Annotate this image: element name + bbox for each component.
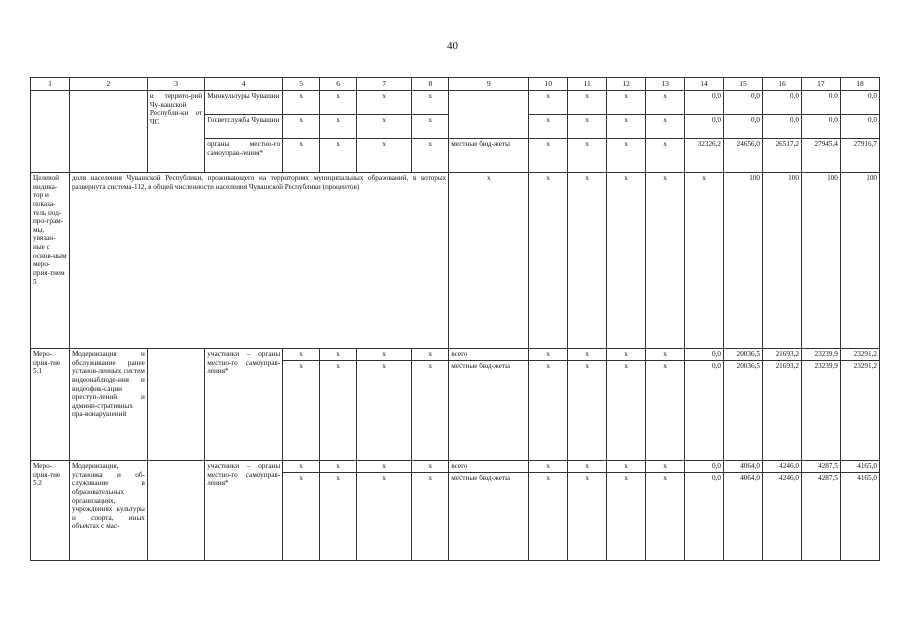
mark-cell: x (646, 115, 685, 139)
measure-label: Меро-прия-тие 5.2 (31, 461, 70, 561)
header-cell: 14 (685, 78, 724, 91)
source-cell: местные бюд-жеты (449, 139, 529, 173)
mark-cell: x (607, 461, 646, 473)
page-number: 40 (447, 40, 458, 52)
value-cell: 21693,2 (762, 349, 801, 361)
value-cell: 23239,9 (801, 349, 840, 361)
header-cell: 6 (320, 78, 357, 91)
value-cell: 27945,4 (801, 139, 840, 173)
header-cell: 5 (283, 78, 320, 91)
source-cell (449, 91, 529, 139)
mark-cell: x (412, 461, 449, 473)
value-cell: 27916,7 (840, 139, 879, 173)
source-cell: местные бюд-жеты (449, 361, 529, 461)
mark-cell: x (357, 91, 412, 115)
empty-cell (147, 349, 204, 461)
value-cell: 20036,5 (724, 349, 763, 361)
value-cell: 4064,0 (724, 461, 763, 473)
mark-cell: x (529, 91, 568, 115)
mark-cell: x (412, 139, 449, 173)
value-cell: 0,0 (685, 349, 724, 361)
value-cell: 0,0 (724, 115, 763, 139)
mark-cell: x (529, 139, 568, 173)
mark-cell: x (283, 461, 320, 473)
header-cell: 10 (529, 78, 568, 91)
value-cell: 4287,5 (801, 461, 840, 473)
mark-cell: x (568, 91, 607, 115)
mark-cell: x (412, 91, 449, 115)
mark-cell: x (646, 361, 685, 461)
value-cell: 100 (801, 173, 840, 349)
indicator-text: доля населения Чувашской Республики, проживающего на территориях муниципальных образований, в которых развернута система-112, в общей численности населения Чувашской Республики (процентов) (69, 173, 448, 349)
mark-cell: x (283, 361, 320, 461)
mark-cell: x (529, 461, 568, 473)
mark-cell: x (646, 139, 685, 173)
value-cell: 0,0 (762, 91, 801, 115)
value-cell: 26517,2 (762, 139, 801, 173)
mark-cell: x (568, 139, 607, 173)
header-cell: 15 (724, 78, 763, 91)
header-cell: 4 (205, 78, 283, 91)
mark-cell: x (412, 115, 449, 139)
mark-cell: x (568, 173, 607, 349)
mark-cell: x (320, 139, 357, 173)
value-cell: 100 (762, 173, 801, 349)
header-cell: 1 (31, 78, 70, 91)
value-cell: 32326,2 (685, 139, 724, 173)
mark-cell: x (320, 115, 357, 139)
header-cell: 9 (449, 78, 529, 91)
mark-cell: x (283, 91, 320, 115)
value-cell: 4165,0 (840, 473, 879, 561)
value-cell: 100 (724, 173, 763, 349)
mark-cell: x (607, 115, 646, 139)
mark-cell: x (568, 349, 607, 361)
mark-cell: x (607, 139, 646, 173)
header-cell: 16 (762, 78, 801, 91)
mark-cell: x (283, 349, 320, 361)
mark-cell: x (529, 173, 568, 349)
mark-cell: x (357, 361, 412, 461)
executor-cell: Госветслужба Чувашии (205, 115, 283, 139)
mark-cell: x (568, 115, 607, 139)
value-cell: 0,0 (685, 91, 724, 115)
value-cell: 0,0 (840, 91, 879, 115)
header-cell: 12 (607, 78, 646, 91)
source-cell: всего (449, 349, 529, 361)
mark-cell: x (646, 173, 685, 349)
mark-cell: x (568, 473, 607, 561)
mark-cell: x (646, 91, 685, 115)
mark-cell: x (529, 115, 568, 139)
mark-cell: x (449, 173, 529, 349)
mark-cell: x (412, 349, 449, 361)
mark-cell: x (646, 461, 685, 473)
mark-cell: x (607, 361, 646, 461)
header-cell: 13 (646, 78, 685, 91)
value-cell: 4246,0 (762, 461, 801, 473)
table-row (31, 461, 880, 473)
measure-description: Модернизация и обслуживание ранее установ-ленных систем видеонаблюде-ния и видеофик-сации преступ-лений и админи-стративных пра-вонарушений (69, 349, 147, 461)
table-row (31, 349, 880, 361)
mark-cell: x (529, 349, 568, 361)
mark-cell: x (607, 473, 646, 561)
mark-cell: x (607, 173, 646, 349)
table-row (31, 91, 880, 115)
mark-cell: x (568, 461, 607, 473)
mark-cell: x (607, 349, 646, 361)
measure-description: Модернизация, установка и об-служивание в образовательных организациях, учреждениях культуры и спорта, иных объектах с мас- (69, 461, 147, 561)
value-cell: 0,0 (685, 473, 724, 561)
empty-cell (69, 91, 147, 173)
mark-cell: x (357, 473, 412, 561)
header-cell: 11 (568, 78, 607, 91)
value-cell: 24656,0 (724, 139, 763, 173)
value-cell: 4064,0 (724, 473, 763, 561)
mark-cell: x (357, 115, 412, 139)
value-cell: 0,0 (685, 115, 724, 139)
mark-cell: x (357, 461, 412, 473)
executor-cell: участники – органы местно-го самоуправ-ления* (205, 349, 283, 461)
value-cell: 23291,2 (840, 361, 879, 461)
empty-cell (31, 91, 70, 173)
value-cell: 100 (840, 173, 879, 349)
header-row (31, 78, 880, 91)
header-cell: 3 (147, 78, 204, 91)
empty-cell (147, 461, 204, 561)
mark-cell: x (646, 473, 685, 561)
mark-cell: x (320, 361, 357, 461)
mark-cell: x (283, 115, 320, 139)
mark-cell: x (607, 91, 646, 115)
mark-cell: x (320, 473, 357, 561)
value-cell: 0,0 (762, 115, 801, 139)
executor-cell: участники – органы местно-го самоуправ-ления* (205, 461, 283, 561)
value-cell: 4165,0 (840, 461, 879, 473)
mark-cell: x (529, 473, 568, 561)
mark-cell: x (283, 139, 320, 173)
mark-cell: x (283, 473, 320, 561)
measure-label: Меро-прия-тие 5.1 (31, 349, 70, 461)
executor-cell: органы местно-го самоуправ-ления* (205, 139, 283, 173)
header-cell: 7 (357, 78, 412, 91)
value-cell: 4246,0 (762, 473, 801, 561)
mark-cell: x (529, 361, 568, 461)
value-cell: 0,0 (724, 91, 763, 115)
mark-cell: x (357, 349, 412, 361)
value-cell: 23291,2 (840, 349, 879, 361)
indicator-label: Целевой индика-тор и показа-тель под-про-грам-мы, увязан-ные с основ-ным меро-прия-тием 5 (31, 173, 70, 349)
header-cell: 17 (801, 78, 840, 91)
value-cell: 20036,5 (724, 361, 763, 461)
value-cell: 0,0 (685, 461, 724, 473)
header-cell: 8 (412, 78, 449, 91)
value-cell: 21693,2 (762, 361, 801, 461)
header-cell: 2 (69, 78, 147, 91)
mark-cell: x (412, 361, 449, 461)
mark-cell: x (320, 461, 357, 473)
mark-cell: x (685, 173, 724, 349)
value-cell: 23239,9 (801, 361, 840, 461)
indicator-row (31, 173, 880, 349)
source-cell: всего (449, 461, 529, 473)
value-cell: 0,0 (685, 361, 724, 461)
value-cell: 0,0 (840, 115, 879, 139)
mark-cell: x (357, 139, 412, 173)
source-cell: местные бюд-жеты (449, 473, 529, 561)
mark-cell: x (646, 349, 685, 361)
budget-table (30, 77, 880, 561)
header-cell: 18 (840, 78, 879, 91)
mark-cell: x (320, 91, 357, 115)
value-cell: 4287,5 (801, 473, 840, 561)
responsible-cell: и террито-рий Чу-вашской Республи-ки от ЧС (147, 91, 204, 173)
mark-cell: x (320, 349, 357, 361)
executor-cell: Минкультуры Чувашии (205, 91, 283, 115)
value-cell: 0.0 (801, 91, 840, 115)
mark-cell: x (412, 473, 449, 561)
mark-cell: x (568, 361, 607, 461)
value-cell: 0,0 (801, 115, 840, 139)
